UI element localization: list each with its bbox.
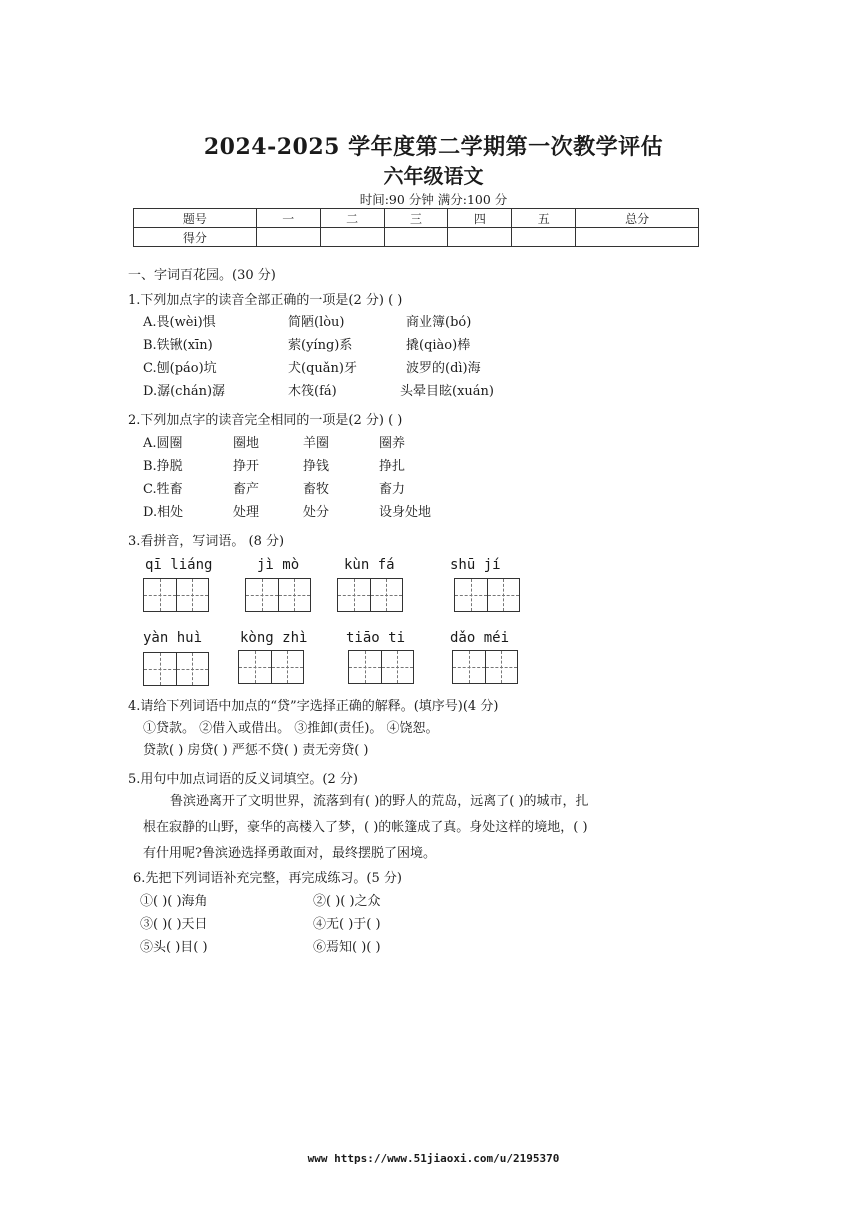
q6-item: ③( )( )天日 xyxy=(140,917,208,932)
score-cell xyxy=(256,228,320,247)
q1-option: 波罗的(dì)海 xyxy=(406,361,481,376)
writing-grid[interactable] xyxy=(143,578,209,612)
pinyin-label: dǎo méi xyxy=(450,630,510,646)
q6-item: ④无( )于( ) xyxy=(313,917,381,932)
score-cell xyxy=(384,228,448,247)
score-cell: 题号 xyxy=(134,209,257,228)
score-cell xyxy=(512,228,576,247)
question-5-stem: 5.用句中加点词语的反义词填空。(2 分) xyxy=(128,772,358,787)
pinyin-label: kòng zhì xyxy=(240,630,308,646)
question-6-stem: 6.先把下列词语补充完整，再完成练习。(5 分) xyxy=(133,871,402,886)
question-3-stem: 3.看拼音，写词语。 (8 分) xyxy=(128,534,285,549)
q5-passage-line: 有什用呢?鲁滨逊选择勇敢面对，最终摆脱了困境。 xyxy=(143,846,436,861)
q2-option: 挣钱 xyxy=(303,459,330,474)
q2-option: 处分 xyxy=(303,505,330,520)
score-cell: 三 xyxy=(384,209,448,228)
exam-meta: 时间:90 分钟 满分:100 分 xyxy=(359,192,508,207)
q1-option: B.铁锹(xīn) xyxy=(143,338,213,353)
pinyin-label: yàn huì xyxy=(143,630,203,646)
writing-grid[interactable] xyxy=(454,578,520,612)
q2-option: 设身处地 xyxy=(379,505,432,520)
score-cell xyxy=(576,228,699,247)
score-cell: 五 xyxy=(512,209,576,228)
footer-url: www https://www.51jiaoxi.com/u/2195370 xyxy=(307,1152,560,1165)
score-table-header-row xyxy=(134,209,699,228)
q2-option: D.相处 xyxy=(143,505,184,520)
page-subtitle: 六年级语文 xyxy=(383,164,484,188)
q1-option: 木筏(fá) xyxy=(288,384,337,399)
question-2-stem: 2.下列加点字的读音完全相同的一项是(2 分) ( ) xyxy=(128,413,403,428)
q1-option: 商业簿(bó) xyxy=(406,315,472,330)
score-cell: 得分 xyxy=(134,228,257,247)
q6-item: ⑥焉知( )( ) xyxy=(313,940,381,955)
page-title: 2024-2025 学年度第二学期第一次教学评估 xyxy=(203,134,664,160)
q2-option: 羊圈 xyxy=(303,436,330,451)
q1-option: 简陋(lòu) xyxy=(288,315,345,330)
q2-option: 圈地 xyxy=(233,436,260,451)
pinyin-label: kùn fá xyxy=(344,557,395,573)
pinyin-label: shū jí xyxy=(450,557,501,573)
q2-option: C.牲畜 xyxy=(143,482,183,497)
q1-option: 萦(yíng)系 xyxy=(288,338,353,353)
q2-option: 挣扎 xyxy=(379,459,406,474)
q5-passage-line: 鲁滨逊离开了文明世界，流落到有( )的野人的荒岛，远离了( )的城市，扎 xyxy=(170,794,589,809)
q2-option: 畜力 xyxy=(379,482,406,497)
question-1-stem: 1.下列加点字的读音全部正确的一项是(2 分) ( ) xyxy=(128,293,403,308)
q2-option: 圈养 xyxy=(379,436,406,451)
q6-item: ②( )( )之众 xyxy=(313,894,381,909)
section-heading: 一、字词百花园。(30 分) xyxy=(128,268,276,283)
question-4-stem: 4.请给下列词语中加点的“贷”字选择正确的解释。(填序号)(4 分) xyxy=(128,699,499,714)
score-table-score-row xyxy=(134,228,699,247)
q1-option: D.潺(chán)潺 xyxy=(143,384,226,399)
q2-option: 畜牧 xyxy=(303,482,330,497)
q6-item: ①( )( )海角 xyxy=(140,894,208,909)
score-cell: 二 xyxy=(320,209,384,228)
writing-grid[interactable] xyxy=(337,578,403,612)
q1-option: 头晕目眩(xuán) xyxy=(400,384,494,399)
writing-grid[interactable] xyxy=(348,650,414,684)
score-cell: 总分 xyxy=(576,209,699,228)
score-cell: 四 xyxy=(448,209,512,228)
q6-item: ⑤头( )目( ) xyxy=(140,940,208,955)
score-cell: 一 xyxy=(256,209,320,228)
q4-blanks: 贷款( ) 房贷( ) 严惩不贷( ) 责无旁贷( ) xyxy=(143,743,369,758)
pinyin-label: qī liáng xyxy=(145,557,213,573)
writing-grid[interactable] xyxy=(238,650,304,684)
q2-option: A.圆圈 xyxy=(143,436,183,451)
q1-option: 犬(quǎn)牙 xyxy=(288,361,357,376)
pinyin-label: tiāo ti xyxy=(346,630,406,646)
writing-grid[interactable] xyxy=(452,650,518,684)
score-table xyxy=(133,208,699,247)
q2-option: 处理 xyxy=(233,505,260,520)
q2-option: 挣开 xyxy=(233,459,260,474)
q2-option: 畜产 xyxy=(233,482,260,497)
q1-option: C.刨(páo)坑 xyxy=(143,361,217,376)
q1-option: A.畏(wèi)惧 xyxy=(143,315,216,330)
q4-choices: ①贷款。 ②借入或借出。 ③推卸(责任)。 ④饶恕。 xyxy=(143,721,439,736)
q2-option: B.挣脱 xyxy=(143,459,183,474)
q5-passage-line: 根在寂静的山野，豪华的高楼入了梦，( )的帐篷成了真。身处这样的境地，( ) xyxy=(143,820,588,835)
writing-grid[interactable] xyxy=(245,578,311,612)
pinyin-label: jì mò xyxy=(257,557,300,573)
q1-option: 撬(qiào)棒 xyxy=(406,338,471,353)
score-cell xyxy=(320,228,384,247)
score-cell xyxy=(448,228,512,247)
writing-grid[interactable] xyxy=(143,652,209,686)
